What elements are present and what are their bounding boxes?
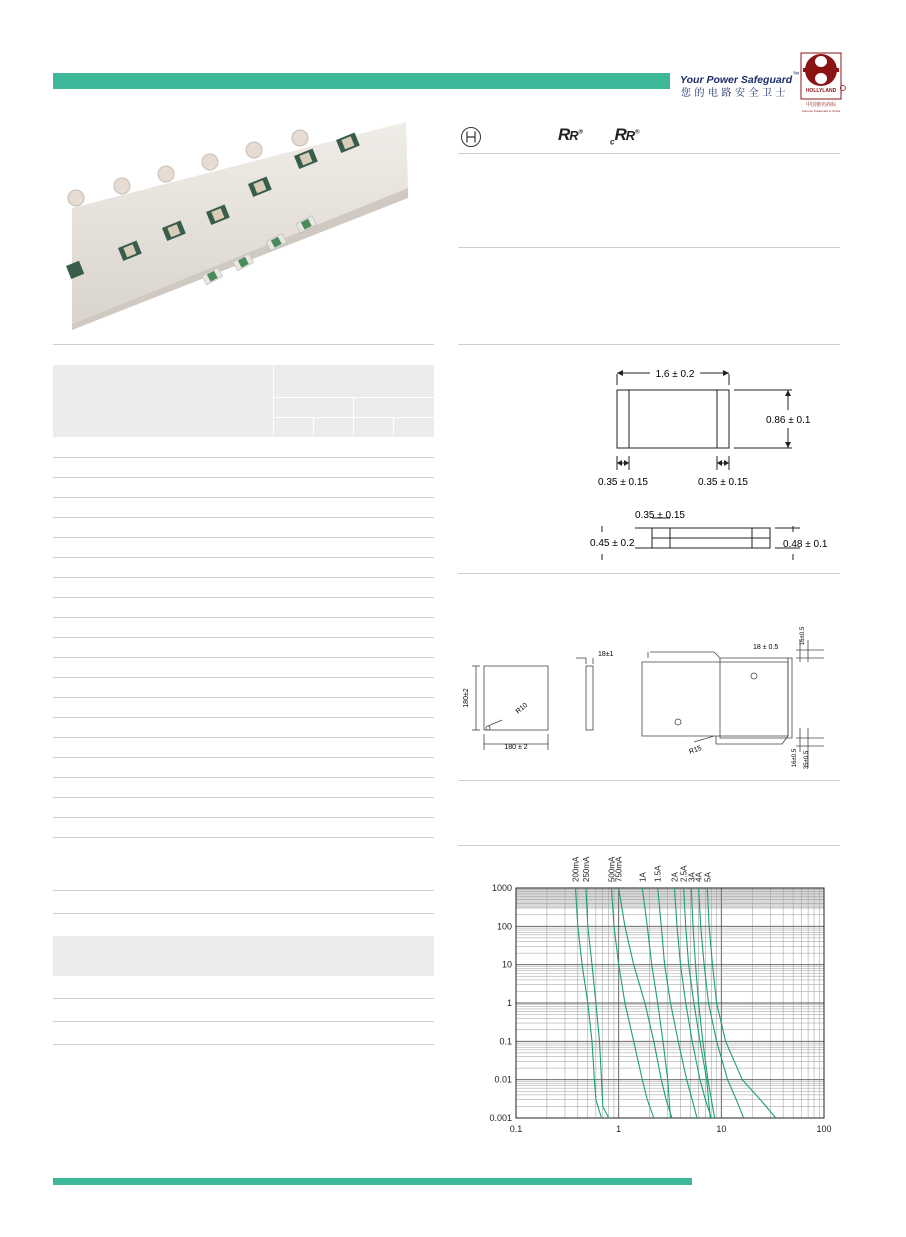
header-subrow-divider bbox=[274, 397, 434, 398]
cul-cert-icon bbox=[610, 125, 640, 146]
brand-tagline-text: Your Power Safeguard bbox=[680, 74, 793, 86]
svg-text:中国驰名商标: 中国驰名商标 bbox=[805, 102, 837, 108]
y-tick-label: 0.1 bbox=[499, 1036, 512, 1047]
trademark-sign: ™ bbox=[792, 71, 800, 79]
table-row-divider bbox=[53, 998, 434, 999]
table-row-divider bbox=[53, 697, 434, 698]
series-label-250mA: 250mA bbox=[581, 856, 591, 882]
header-subrow-divider-2 bbox=[274, 417, 434, 418]
reel-width: 180 ± 2 bbox=[504, 744, 528, 751]
tape-top-dim: 18 ± 0.5 bbox=[753, 644, 779, 651]
ul-mark-text: R bbox=[558, 125, 570, 144]
reel-thickness: 18±1 bbox=[598, 651, 614, 658]
x-tick-label: 1 bbox=[616, 1124, 622, 1134]
series-label-1.5A: 1.5A bbox=[653, 865, 663, 882]
series-label-1A: 1A bbox=[638, 872, 648, 882]
spec-table-header-2 bbox=[53, 936, 434, 976]
product-photo bbox=[66, 118, 416, 330]
cul-mark-text: R bbox=[614, 125, 626, 144]
series-label-3A: 3A bbox=[687, 872, 697, 882]
dimension-drawing bbox=[580, 360, 840, 570]
table-row-divider bbox=[53, 913, 434, 914]
dim-term-left: 0.35 ± 0.15 bbox=[598, 477, 648, 488]
svg-text:HOLLYLAND: HOLLYLAND bbox=[805, 88, 837, 94]
dim-side-term: 0.35 ± 0.15 bbox=[635, 510, 685, 521]
divider bbox=[458, 247, 840, 248]
series-label-2.5A: 2.5A bbox=[679, 865, 689, 882]
y-tick-label: 100 bbox=[496, 921, 512, 932]
svg-text:Famous Trademark in China: Famous Trademark in China bbox=[802, 109, 840, 113]
brand-tagline-cn: 您的电路安全卫士 bbox=[681, 88, 789, 99]
y-tick-label: 10 bbox=[501, 959, 512, 970]
table-row-divider bbox=[53, 717, 434, 718]
dim-side-right: 0.48 ± 0.1 bbox=[783, 539, 828, 550]
reel-drawing bbox=[458, 618, 840, 778]
divider bbox=[458, 780, 840, 781]
dim-term-right: 0.35 ± 0.15 bbox=[698, 477, 748, 488]
table-row-divider bbox=[53, 890, 434, 891]
x-tick-label: 0.1 bbox=[509, 1124, 523, 1134]
table-row-divider bbox=[53, 837, 434, 838]
table-row-divider bbox=[53, 497, 434, 498]
x-tick-label: 100 bbox=[816, 1124, 832, 1134]
table-row-divider bbox=[53, 637, 434, 638]
y-tick-label: 1 bbox=[506, 998, 512, 1008]
dim-length: 1.6 ± 0.2 bbox=[655, 369, 695, 380]
header-accent-bar bbox=[53, 73, 670, 89]
reel-height: 180±2 bbox=[463, 688, 470, 708]
table-row-divider bbox=[53, 517, 434, 518]
table-row-divider bbox=[53, 1044, 434, 1045]
table-row-divider bbox=[53, 777, 434, 778]
header-subcol-divider bbox=[313, 417, 314, 437]
table-row-divider bbox=[53, 797, 434, 798]
reel-radius-1: R10 bbox=[514, 701, 530, 716]
y-tick-label: 0.01 bbox=[494, 1074, 512, 1085]
table-row-divider bbox=[53, 477, 434, 478]
spec-table-header bbox=[53, 365, 434, 437]
table-row-divider bbox=[53, 757, 434, 758]
tape-right-top: 16±0.5 bbox=[800, 626, 806, 646]
tape-right-bottom-1: 16±0.5 bbox=[792, 748, 798, 768]
header-col-divider bbox=[273, 365, 274, 437]
ul-cert-icon bbox=[558, 125, 583, 145]
tape-radius-2: R15 bbox=[688, 744, 703, 756]
divider bbox=[458, 845, 840, 846]
table-row-divider bbox=[53, 737, 434, 738]
series-label-4A: 4A bbox=[694, 872, 704, 882]
y-tick-label: 1000 bbox=[491, 883, 512, 893]
top-band bbox=[516, 888, 824, 908]
table-row-divider bbox=[53, 617, 434, 618]
footer-accent-bar bbox=[53, 1178, 692, 1185]
company-logo bbox=[800, 52, 848, 118]
divider bbox=[458, 344, 840, 345]
y-tick-label: 0.001 bbox=[489, 1113, 512, 1123]
series-label-500mA: 500mA bbox=[607, 856, 617, 882]
table-row-divider bbox=[53, 657, 434, 658]
table-row-divider bbox=[53, 557, 434, 558]
dim-height: 0.86 ± 0.1 bbox=[766, 415, 811, 426]
cul-mark-text-2: R bbox=[625, 128, 636, 143]
time-current-chart bbox=[470, 848, 840, 1148]
series-label-750mA: 750mA bbox=[614, 856, 624, 882]
table-row-divider bbox=[53, 677, 434, 678]
divider bbox=[53, 344, 434, 345]
dim-side-thickness: 0.45 ± 0.2 bbox=[590, 538, 635, 549]
table-row-divider bbox=[53, 817, 434, 818]
series-label-5A: 5A bbox=[703, 872, 713, 882]
divider bbox=[458, 153, 840, 154]
divider bbox=[458, 573, 840, 574]
h-cert-icon bbox=[460, 126, 484, 148]
table-row-divider bbox=[53, 577, 434, 578]
series-label-200mA: 200mA bbox=[571, 856, 581, 882]
cul-registered: ® bbox=[635, 129, 640, 136]
ul-mark-text-2: R bbox=[569, 128, 579, 143]
tape-right-bottom-2: 35±0.5 bbox=[804, 750, 810, 770]
series-label-2A: 2A bbox=[670, 872, 680, 882]
table-row-divider bbox=[53, 597, 434, 598]
header-subcol-divider bbox=[393, 417, 394, 437]
table-row-divider bbox=[53, 457, 434, 458]
ul-registered: ® bbox=[578, 129, 584, 136]
table-row-divider bbox=[53, 1021, 434, 1022]
cul-prefix: c bbox=[610, 137, 615, 147]
x-tick-label: 10 bbox=[716, 1124, 727, 1134]
table-row-divider bbox=[53, 537, 434, 538]
